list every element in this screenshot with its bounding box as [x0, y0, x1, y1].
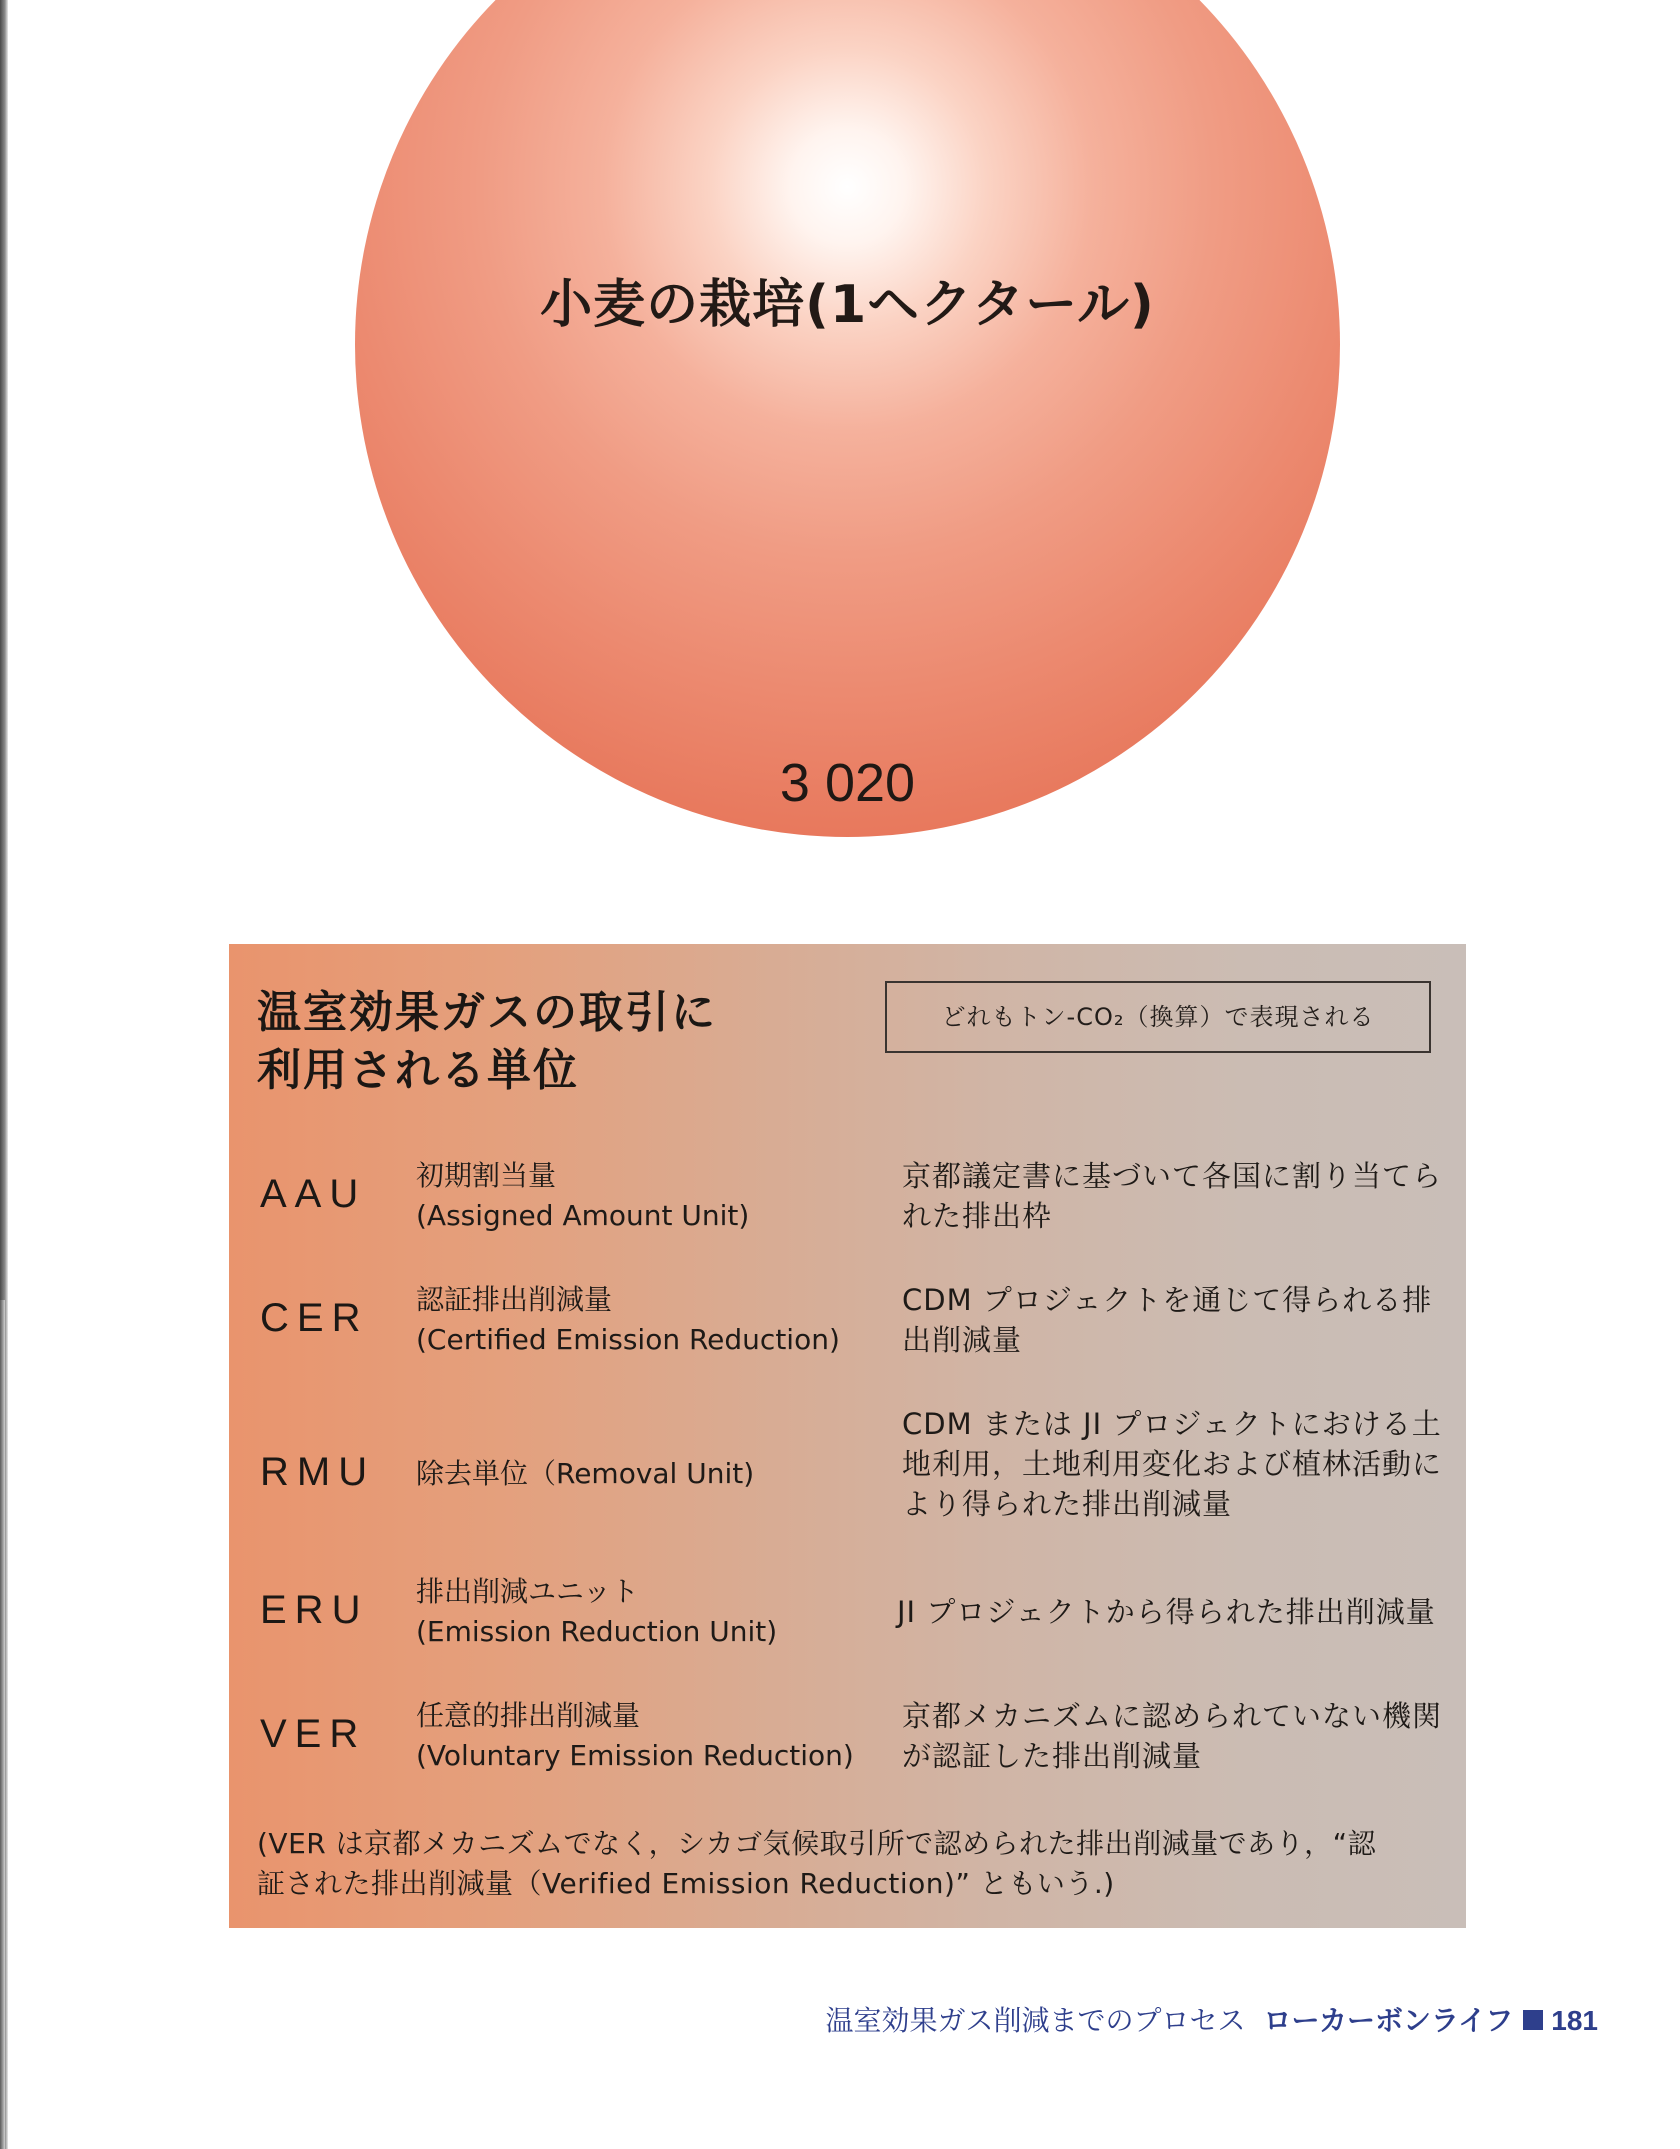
page-edge-shadow-lower	[0, 1300, 5, 2149]
unit-name-en: (Emission Reduction Unit)	[416, 1615, 778, 1648]
unit-name-ja: 任意的排出削減量	[416, 1699, 641, 1732]
page-footer	[826, 1999, 1599, 2039]
unit-abbr: VER	[260, 1712, 367, 1756]
unit-description-line1: JI プロジェクトから得られた排出削減量	[897, 1595, 1436, 1629]
unit-description-line2: 地利用，土地利用変化および植林活動に	[902, 1447, 1443, 1481]
unit-description-line1: 京都メカニズムに認められていない機関	[902, 1699, 1443, 1733]
footer-section-title: 温室効果ガス削減までのプロセス	[825, 2004, 1246, 2037]
unit-name-en: (Voluntary Emission Reduction)	[416, 1739, 854, 1772]
unit-abbr: AAU	[260, 1172, 367, 1216]
panel-title-line2: 利用される単位	[257, 1045, 579, 1096]
footnote-line2: 証された排出削減量（Verified Emission Reduction)” ともいう.)	[257, 1867, 1115, 1900]
footer-book-title: ローカーボンライフ	[1263, 2004, 1514, 2037]
units-panel	[229, 944, 1466, 1928]
unit-description-line1: 京都議定書に基づいて各国に割り当てら	[902, 1159, 1443, 1193]
sphere-value: 3 020	[779, 753, 916, 813]
unit-name-ja: 認証排出削減量	[416, 1283, 613, 1316]
unit-description-line1: CDM または JI プロジェクトにおける土	[902, 1407, 1442, 1441]
page-number: 181	[1551, 2005, 1598, 2036]
panel-footnote	[257, 1824, 1447, 1904]
square-bullet-icon	[1523, 2010, 1543, 2030]
unit-abbr: ERU	[260, 1588, 369, 1632]
unit-name-en: (Certified Emission Reduction)	[416, 1323, 840, 1356]
panel-title	[257, 984, 717, 1100]
unit-description-line2: が認証した排出削減量	[902, 1739, 1203, 1773]
unit-description-line2: 出削減量	[902, 1323, 1023, 1357]
footnote-line1: (VER は京都メカニズムでなく，シカゴ気候取引所で認められた排出削減量であり，“認	[257, 1827, 1377, 1860]
unit-description-line2: れた排出枠	[902, 1199, 1053, 1233]
panel-title-line1: 温室効果ガスの取引に	[257, 987, 717, 1038]
unit-description-line1: CDM プロジェクトを通じて得られる排	[902, 1283, 1433, 1317]
unit-note-box: どれもトン-CO₂（換算）で表現される	[885, 981, 1431, 1053]
unit-name-ja: 初期割当量	[416, 1159, 557, 1192]
unit-abbr: CER	[260, 1296, 369, 1340]
unit-name-ja: 排出削減ユニット	[416, 1575, 639, 1608]
unit-name-ja: 除去単位（Removal Unit)	[416, 1457, 755, 1490]
unit-description-line3: より得られた排出削減量	[902, 1487, 1233, 1521]
sphere-label: 小麦の栽培(1ヘクタール)	[540, 275, 1155, 335]
emission-sphere	[355, 0, 1340, 837]
unit-name-en: (Assigned Amount Unit)	[416, 1199, 750, 1232]
unit-abbr: RMU	[260, 1450, 376, 1494]
